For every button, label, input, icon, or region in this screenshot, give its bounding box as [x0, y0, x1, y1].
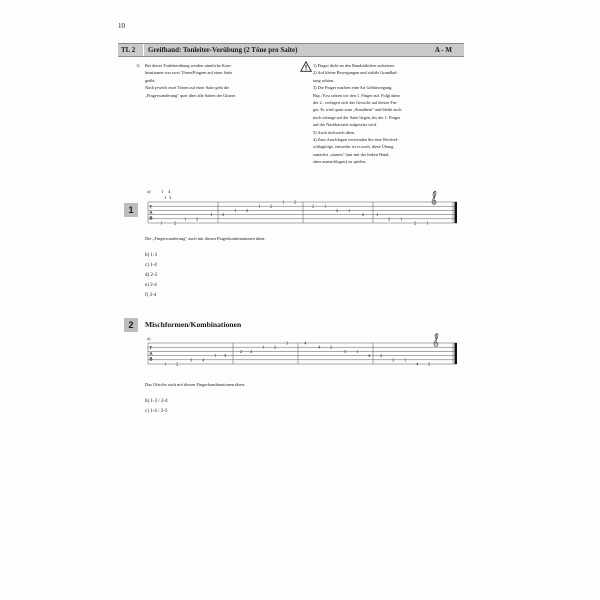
svg-text:B: B — [149, 356, 153, 362]
combination-option: c) 1-4 — [145, 263, 157, 268]
svg-text:1: 1 — [426, 220, 429, 226]
svg-text:1: 1 — [258, 203, 261, 209]
tab-label: a) — [147, 189, 151, 194]
svg-text:2: 2 — [330, 344, 333, 350]
combination-option: d) 2-3 — [145, 273, 158, 278]
note-line: tung achten. — [313, 77, 334, 83]
svg-text:2: 2 — [174, 220, 177, 226]
header-divider — [551, 44, 552, 56]
fingering-number: 1 — [164, 195, 167, 200]
svg-text:2: 2 — [270, 203, 273, 209]
intro-number: 1) — [136, 63, 140, 68]
svg-text:2: 2 — [196, 216, 199, 222]
svg-text:4: 4 — [304, 340, 307, 346]
svg-text:1: 1 — [376, 212, 379, 217]
exercise-number-badge: 2 — [124, 318, 138, 332]
svg-text:2: 2 — [428, 361, 431, 367]
combination-option: e) 2-4 — [145, 283, 157, 288]
svg-text:1: 1 — [184, 216, 187, 222]
finger-combination-list — [145, 251, 157, 301]
svg-text:2: 2 — [176, 361, 179, 367]
svg-text:1: 1 — [214, 353, 217, 359]
finger-combination-list — [145, 397, 168, 417]
note-line: ger. Er wird quasi zum „Standbein" und bleibt auch — [313, 107, 402, 113]
svg-text:2: 2 — [246, 207, 249, 213]
svg-text:2: 2 — [388, 216, 391, 222]
svg-text:1: 1 — [348, 207, 351, 213]
svg-text:2: 2 — [294, 199, 297, 205]
note-line: Bsp.: Erst setzen wir den 1. Finger auf. Folgt dann — [313, 92, 400, 98]
tab-staff-exercise-1 — [118, 186, 468, 232]
svg-text:1: 1 — [210, 212, 213, 217]
note-line: zunächst „stumm" (nur mit der linken Hand, — [313, 151, 390, 157]
svg-text:3: 3 — [344, 348, 347, 354]
svg-text:A: A — [149, 210, 153, 215]
page-number: 10 — [118, 22, 125, 30]
svg-text:2: 2 — [362, 212, 365, 217]
svg-text:4: 4 — [250, 348, 253, 354]
svg-text:T: T — [149, 204, 153, 210]
svg-text:1: 1 — [400, 216, 403, 222]
svg-text:B: B — [149, 215, 153, 221]
svg-text:2: 2 — [380, 353, 383, 359]
combination-option: f) 3-4 — [145, 293, 157, 298]
intro-line: geübt. — [145, 77, 156, 83]
combination-option: c) 1-4 / 2-3 — [145, 409, 168, 414]
note-line: auf der Nachbarsaite aufgesetzt wird. — [313, 122, 378, 128]
svg-text:3: 3 — [392, 357, 395, 363]
svg-text:1: 1 — [262, 344, 265, 350]
tab-label: a) — [147, 336, 151, 341]
svg-text:4: 4 — [416, 361, 419, 367]
svg-text:3: 3 — [286, 340, 289, 346]
svg-text:1: 1 — [282, 199, 285, 205]
svg-text:1: 1 — [404, 357, 407, 363]
svg-text:1: 1 — [164, 361, 167, 367]
svg-text:2: 2 — [240, 348, 243, 354]
fingering-number: 4 — [168, 189, 171, 194]
svg-text:2: 2 — [274, 344, 277, 350]
svg-text:1: 1 — [160, 220, 163, 226]
svg-text:2: 2 — [312, 203, 315, 209]
exercise-number-badge: 1 — [124, 203, 138, 217]
svg-text:2: 2 — [222, 212, 225, 217]
svg-text:2: 2 — [414, 220, 417, 226]
warning-icon — [300, 61, 312, 72]
svg-text:T: T — [149, 345, 153, 351]
combination-option: b) 1-3 — [145, 253, 158, 258]
note-line: schlagfolge, entweder ist es auch, diese Übung — [313, 144, 394, 150]
intro-line: Bei dieser Tonleiterübung werden sämtliche Kom- — [145, 63, 232, 68]
svg-text:3: 3 — [190, 357, 193, 363]
note-line: noch solange auf der Saite liegen, bis der 1. Finger — [313, 114, 401, 120]
svg-text:1: 1 — [356, 348, 359, 354]
header-divider — [143, 44, 144, 56]
note-line: 4) Zum Anschlagen verwenden Sie eine Wechsel- — [313, 137, 399, 143]
intro-text — [136, 62, 295, 99]
lesson-range: A - M — [434, 46, 452, 54]
note-line: der 2., verlagert sich das Gewicht auf diesen Fin- — [313, 100, 398, 106]
lesson-code: TL 2 — [121, 46, 136, 54]
combination-option: b) 1-3 / 2-4 — [145, 399, 168, 404]
lesson-header-bar — [118, 43, 464, 57]
exercise-title: Mischformen/Kombinationen — [145, 320, 242, 329]
fingering-number: 1 — [161, 189, 164, 194]
svg-text:3: 3 — [224, 353, 227, 359]
svg-text:1: 1 — [234, 207, 237, 213]
exercise-caption: Das Gleiche auch mit diesen Fingerkombinationen üben: — [145, 382, 245, 387]
svg-text:4: 4 — [368, 353, 371, 359]
intro-line: Nach jeweils zwei Tönen auf einer Saite geht die — [145, 85, 230, 91]
note-line: 2) Auf kleine Bewegungen und stabile Grundhal- — [313, 70, 398, 76]
svg-text:4: 4 — [202, 357, 205, 363]
intro-line: binationen von zwei Tönen/Fingern auf einer Saite — [145, 70, 233, 76]
exercise-caption: Die „Fingerwanderung" auch mit diesen Fingerkombinationen üben: — [145, 236, 266, 241]
svg-text:2: 2 — [336, 207, 339, 213]
note-line: ohne anzuschlagen) zu spielen. — [313, 159, 367, 165]
fingering-number: 3 — [169, 195, 172, 200]
svg-text:A: A — [149, 351, 153, 356]
note-line: 5) Auch rückwärts üben. — [313, 129, 356, 135]
note-line: 3) Die Finger machen eine Art Gehbewegung. — [313, 85, 393, 91]
practice-notes — [313, 62, 463, 166]
note-line: 1) Finger dicht an den Bundstäbchen aufsetzen. — [313, 63, 395, 68]
svg-text:4: 4 — [318, 344, 321, 350]
tab-staff-exercise-2 — [118, 333, 468, 379]
svg-text:1: 1 — [324, 203, 327, 209]
intro-line: „Fingerwanderung" quer über alle Saiten der Gitarre. — [145, 92, 237, 98]
lesson-title: Greifhand: Tonleiter-Vorübung (2 Töne pro Saite) — [148, 46, 298, 54]
